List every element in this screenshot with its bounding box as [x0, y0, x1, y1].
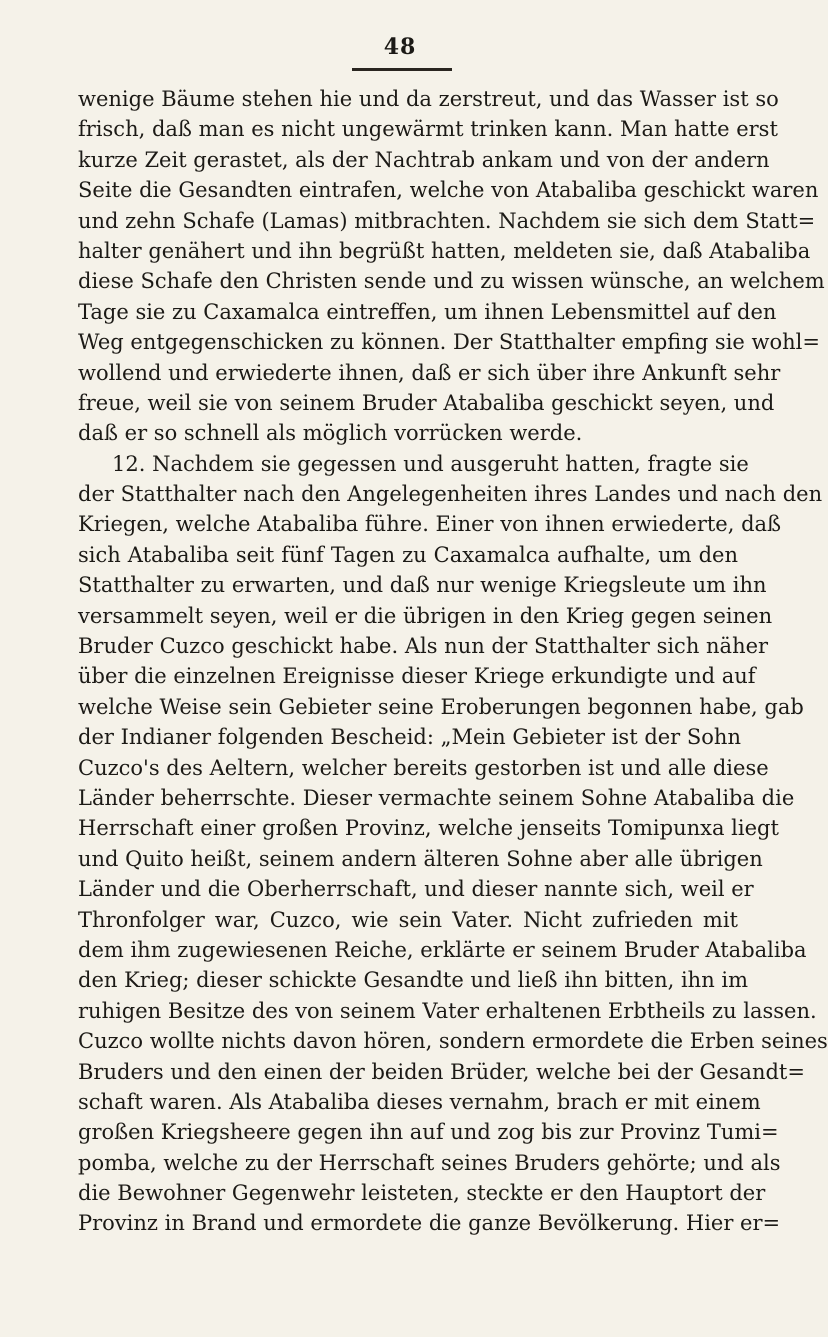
text-line: versammelt seyen, weil er die übrigen in den Krieg gegen seinen — [78, 603, 773, 628]
text-line: Herrschaft einer großen Provinz, welche jenseits Tomipunxa liegt — [78, 816, 779, 841]
text-line: Bruders und den einen der beiden Brüder, welche bei der Gesandt= — [78, 1059, 805, 1084]
text-line: pomba, welche zu der Herrschaft seines Bruders gehörte; und als — [78, 1150, 781, 1175]
text-line: der Indianer folgenden Bescheid: „Mein Gebieter ist der Sohn — [78, 725, 741, 750]
text-line: daß er so schnell als möglich vorrücken werde. — [78, 421, 583, 446]
text-line: diese Schafe den Christen sende und zu wissen wünsche, an welchem — [78, 269, 825, 294]
page-number: 48 — [383, 34, 417, 60]
body-text — [78, 84, 828, 1239]
text-line: Länder beherrschte. Dieser vermachte seinem Sohne Atabaliba die — [78, 785, 795, 810]
text-line: wenige Bäume stehen hie und da zerstreut, und das Wasser ist so — [78, 87, 779, 111]
text-line: kurze Zeit gerastet, als der Nachtrab ankam und von der andern — [78, 147, 770, 172]
text-line: dem ihm zugewiesenen Reiche, erklärte er seinem Bruder Atabaliba — [78, 937, 807, 962]
text-line: großen Kriegsheere gegen ihn auf und zog bis zur Provinz Tumi= — [78, 1120, 779, 1145]
text-line: Cuzco wollte nichts davon hören, sondern ermordete die Erben seines — [78, 1029, 828, 1054]
text-line: Bruder Cuzco geschickt habe. Als nun der Statthalter sich näher — [78, 634, 769, 659]
text-line: 12. Nachdem sie gegessen und ausgeruht hatten, fragte sie — [112, 451, 749, 476]
text-line: ruhigen Besitze des von seinem Vater erhaltenen Erbtheils zu lassen. — [78, 998, 817, 1023]
text-line: Seite die Gesandten eintrafen, welche von Atabaliba geschickt waren — [78, 178, 819, 203]
text-line: Weg entgegenschicken zu können. Der Statthalter empfing sie wohl= — [78, 330, 820, 355]
text-line: Tage sie zu Caxamalca eintreffen, um ihnen Lebensmittel auf den — [78, 299, 777, 324]
text-line: den Krieg; dieser schickte Gesandte und ließ ihn bitten, ihn im — [78, 968, 749, 993]
text-line: Statthalter zu erwarten, und daß nur wenige Kriegsleute um ihn — [78, 573, 767, 598]
text-line: und Quito heißt, seinem andern älteren Sohne aber alle übrigen — [78, 846, 763, 871]
text-line: Thronfolger war, Cuzco, wie sein Vater. Nicht zufrieden mit — [78, 907, 738, 932]
text-line: Cuzco's des Aeltern, welcher bereits gestorben ist und alle diese — [78, 755, 769, 780]
text-line: Kriegen, welche Atabaliba führe. Einer von ihnen erwiederte, daß — [78, 512, 782, 537]
text-line: schaft waren. Als Atabaliba dieses vernahm, brach er mit einem — [78, 1089, 761, 1114]
text-line: über die einzelnen Ereignisse dieser Kriege erkundigte und auf — [78, 664, 756, 689]
header-rule — [352, 68, 452, 71]
text-line: halter genähert und ihn begrüßt hatten, meldeten sie, daß Atabaliba — [78, 238, 811, 263]
text-line: sich Atabaliba seit fünf Tagen zu Caxamalca aufhalte, um den — [78, 542, 738, 567]
text-line: welche Weise sein Gebieter seine Eroberungen begonnen habe, gab — [78, 694, 804, 719]
text-line: der Statthalter nach den Angelegenheiten ihres Landes und nach den — [78, 482, 823, 507]
text-line: und zehn Schafe (Lamas) mitbrachten. Nachdem sie sich dem Statt= — [78, 208, 816, 233]
text-line: freue, weil sie von seinem Bruder Atabaliba geschickt seyen, und — [78, 390, 775, 415]
text-line: frisch, daß man es nicht ungewärmt trinken kann. Man hatte erst — [78, 117, 778, 142]
text-line: Länder und die Oberherrschaft, und dieser nannte sich, weil er — [78, 877, 754, 902]
text-line: Provinz in Brand und ermordete die ganze Bevölkerung. Hier er= — [78, 1211, 781, 1236]
text-line: die Bewohner Gegenwehr leisteten, steckte er den Hauptort der — [78, 1181, 766, 1206]
text-line: wollend und erwiederte ihnen, daß er sich über ihre Ankunft sehr — [78, 360, 781, 385]
